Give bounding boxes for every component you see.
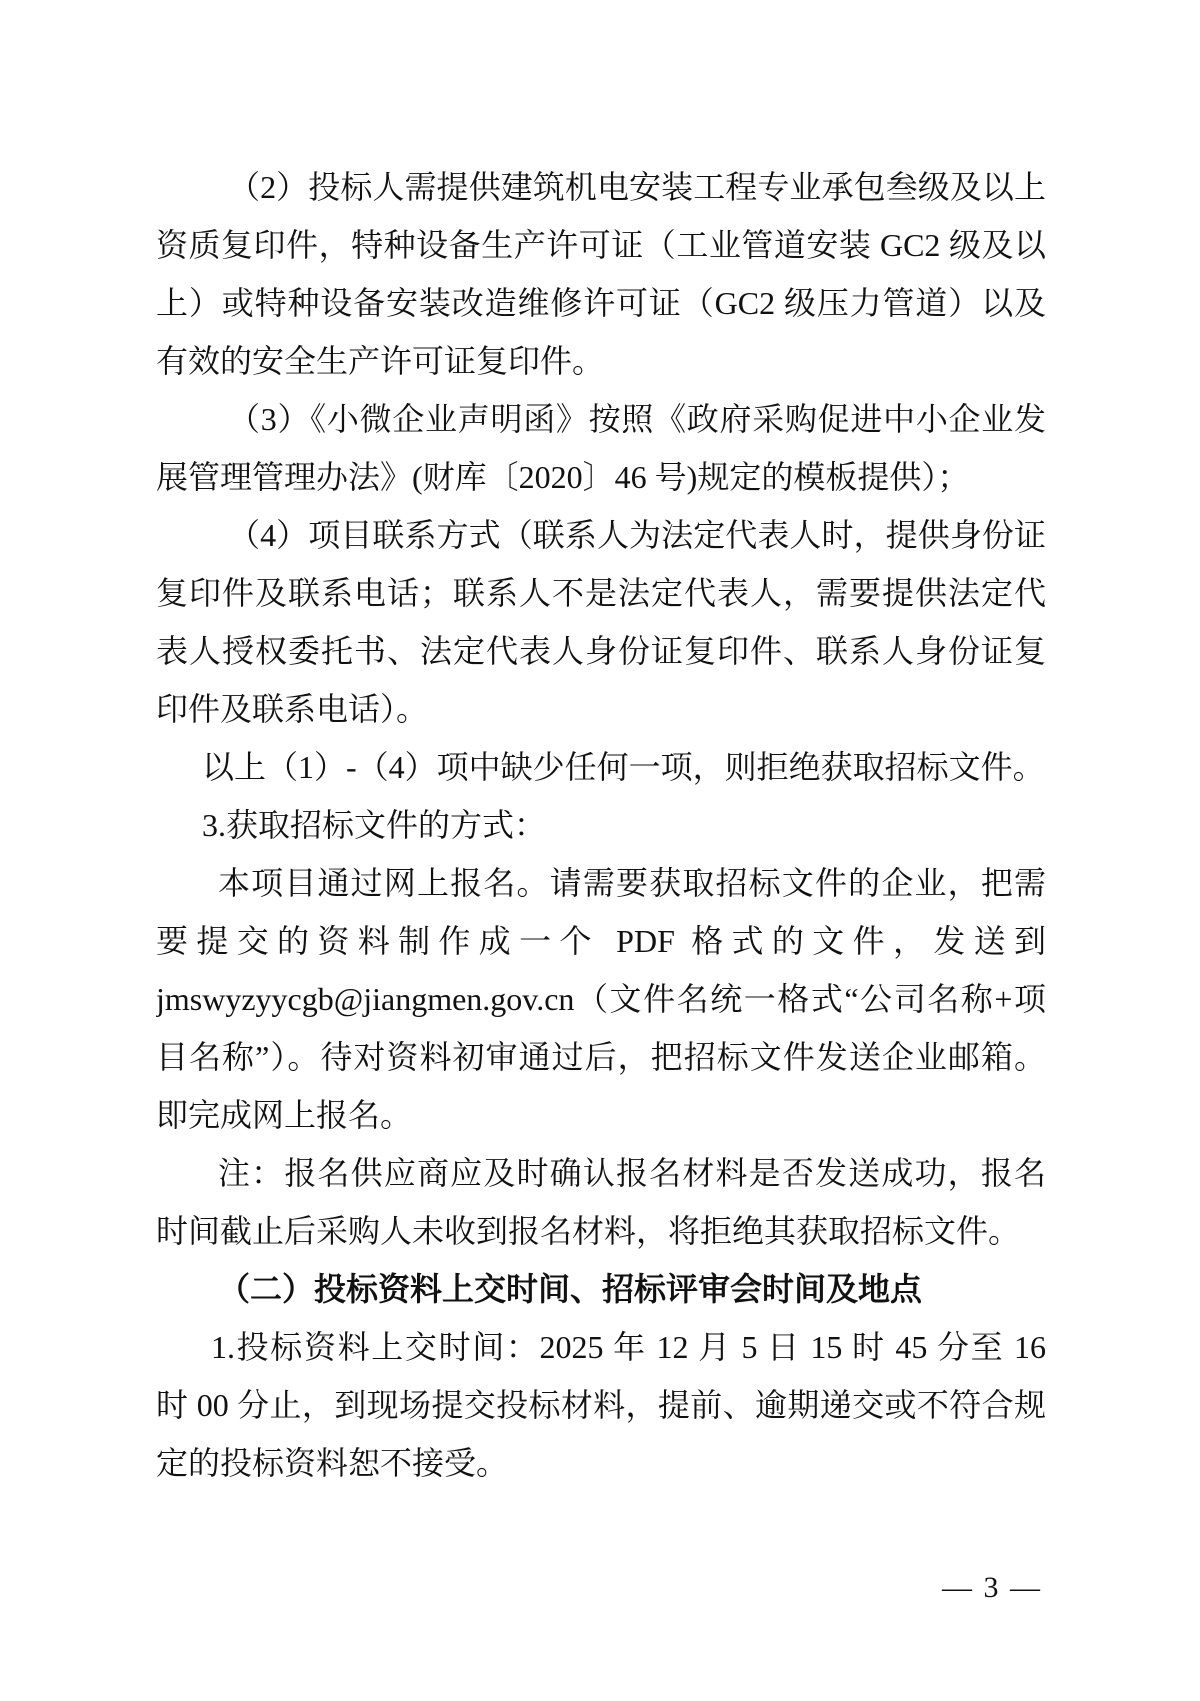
text-line: 表人授权委托书、法定代表人身份证复印件、联系人身份证复: [156, 633, 1046, 669]
text-line: 展管理管理办法》(财库〔2020〕46 号)规定的模板提供）；: [156, 459, 970, 495]
text-line: 3.获取招标文件的方式：: [202, 807, 547, 843]
text-line: 印件及联系电话）。: [156, 691, 429, 727]
text-line: jmswyzyycgb@jiangmen.gov.cn（文件名统一格式“公司名称+项: [156, 981, 1046, 1017]
document-body: [156, 158, 1046, 1492]
text-line: 定的投标资料恕不接受。: [156, 1445, 509, 1481]
text-line: 目名称”）。待对资料初审通过后，把招标文件发送企业邮箱。: [156, 1039, 1046, 1075]
text-line: 上）或特种设备安装改造维修许可证（GC2 级压力管道）以及: [156, 285, 1046, 321]
page-number: — 3 —: [942, 1571, 1042, 1604]
text-line: 1.投标资料上交时间：2025 年 12 月 5 日 15 时 45 分至 16: [211, 1329, 1046, 1365]
text-line: 资质复印件，特种设备生产许可证（工业管道安装 GC2 级及以: [156, 227, 1046, 263]
text-line: （2）投标人需提供建筑机电安装工程专业承包叁级及以上: [228, 169, 1046, 205]
text-line: 时间截止后采购人未收到报名材料，将拒绝其获取招标文件。: [156, 1213, 1021, 1249]
text-line: 注：报名供应商应及时确认报名材料是否发送成功，报名: [218, 1155, 1046, 1191]
text-line: 以上（1）-（4）项中缺少任何一项，则拒绝获取招标文件。: [202, 749, 1045, 785]
text-line: （3）《小微企业声明函》按照《政府采购促进中小企业发: [228, 401, 1046, 437]
text-line: 复印件及联系电话；联系人不是法定代表人，需要提供法定代: [156, 575, 1046, 611]
text-line: 有效的安全生产许可证复印件。: [156, 343, 605, 379]
text-line: 本项目通过网上报名。请需要获取招标文件的企业，把需: [218, 865, 1046, 901]
section-heading: （二）投标资料上交时间、招标评审会时间及地点: [218, 1271, 923, 1307]
text-line: 即完成网上报名。: [156, 1097, 413, 1133]
text-line: （4）项目联系方式（联系人为法定代表人时，提供身份证: [228, 517, 1046, 553]
text-line: 时 00 分止，到现场提交投标材料，提前、逾期递交或不符合规: [156, 1387, 1046, 1423]
text-line: 要提交的资料制作成一个 PDF 格式的文件，发送到: [156, 923, 1046, 959]
